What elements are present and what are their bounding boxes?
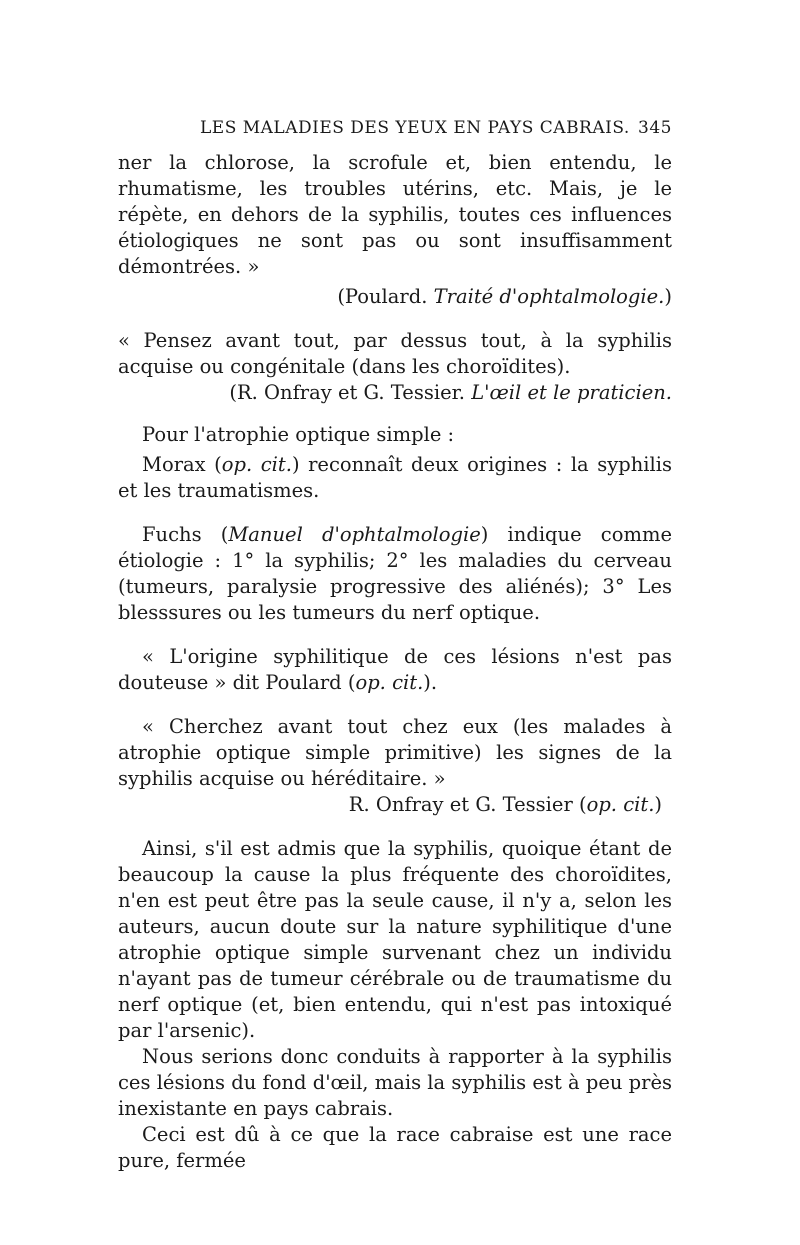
citation-poulard	[118, 284, 672, 310]
page-body	[118, 150, 672, 1174]
reference-manuel: Manuel d'ophtalmologie	[228, 523, 481, 546]
reference-op-cit: op. cit.	[586, 793, 655, 816]
page-number: 345	[638, 118, 672, 138]
text-run: « L'origine syphilitique de ces lésions n'est pas douteuse » dit Poulard (	[118, 645, 672, 694]
quote-cherchez: « Cherchez avant tout chez eux (les malades à atrophie optique simple primitive) les signes de la syphilis acquise ou héréditaire. »	[118, 715, 672, 790]
paragraph-nous-serions: Nous serions donc conduits à rapporter à la syphilis ces lésions du fond d'œil, mais la syphilis est à peu près inexistante en pays cabrais.	[118, 1045, 672, 1120]
citation-work: L'œil et le praticien.	[471, 381, 672, 404]
reference-op-cit: op. cit.	[355, 671, 424, 694]
text-run: ) indique comme étiologie : 1° la syphilis; 2° les maladies du cerveau (tumeurs, paralysie progressive des aliénés); 3° Les blesssures ou les tumeurs du nerf optique.	[118, 523, 672, 624]
paragraph-ainsi: Ainsi, s'il est admis que la syphilis, quoique étant de beaucoup la cause la plus fréquente des choroïdites, n'en est peut être pas la seule cause, il n'y a, selon les auteurs, aucun doute sur la nature syphilitique d'une atrophie optique simple survenant chez un individu n'ayant pas de tumeur cérébrale ou de traumatisme du nerf optique (et, bien entendu, qui n'est pas intoxiqué par l'arsenic).	[118, 837, 672, 1042]
paragraph-ceci: Ceci est dû à ce que la race cabraise est une race pure, fermée	[118, 1123, 672, 1172]
running-title: LES MALADIES DES YEUX EN PAYS CABRAIS.	[200, 118, 630, 138]
paragraph-atrophie-optique: Pour l'atrophie optique simple :	[142, 423, 455, 446]
paragraph-morax	[118, 452, 672, 504]
quote-poulard	[118, 644, 672, 696]
citation-author: (Poulard.	[337, 285, 428, 308]
paragraph-continuation: ner la chlorose, la scrofule et, bien entendu, le rhumatisme, les troubles utérins, etc. Mais, je le répète, en dehors de la syphilis, toutes ces influences étiologiques ne sont pas ou sont insuffisamment démontrées. »	[118, 151, 672, 278]
citation-authors: (R. Onfray et G. Tessier.	[229, 381, 466, 404]
text-run: Morax (	[142, 453, 222, 476]
paragraph-fuchs	[118, 522, 672, 626]
text-run: Fuchs (	[142, 523, 229, 546]
reference-op-cit: op. cit.	[221, 453, 292, 476]
citation-onfray-tessier	[118, 380, 672, 406]
citation-close: )	[654, 793, 662, 816]
running-header	[118, 118, 672, 142]
quote-onfray-tessier: « Pensez avant tout, par dessus tout, à la syphilis acquise ou congénitale (dans les choroïdites).	[118, 329, 672, 378]
text-run: ).	[423, 671, 438, 694]
citation-work: Traité d'ophtalmologie.	[433, 285, 665, 308]
citation-authors: R. Onfray et G. Tessier (	[348, 793, 587, 816]
citation-onfray-tessier-opcit	[118, 792, 672, 818]
text-run: ) reconnaît deux origines : la syphilis et les traumatismes.	[118, 453, 672, 502]
citation-close: )	[664, 285, 672, 308]
